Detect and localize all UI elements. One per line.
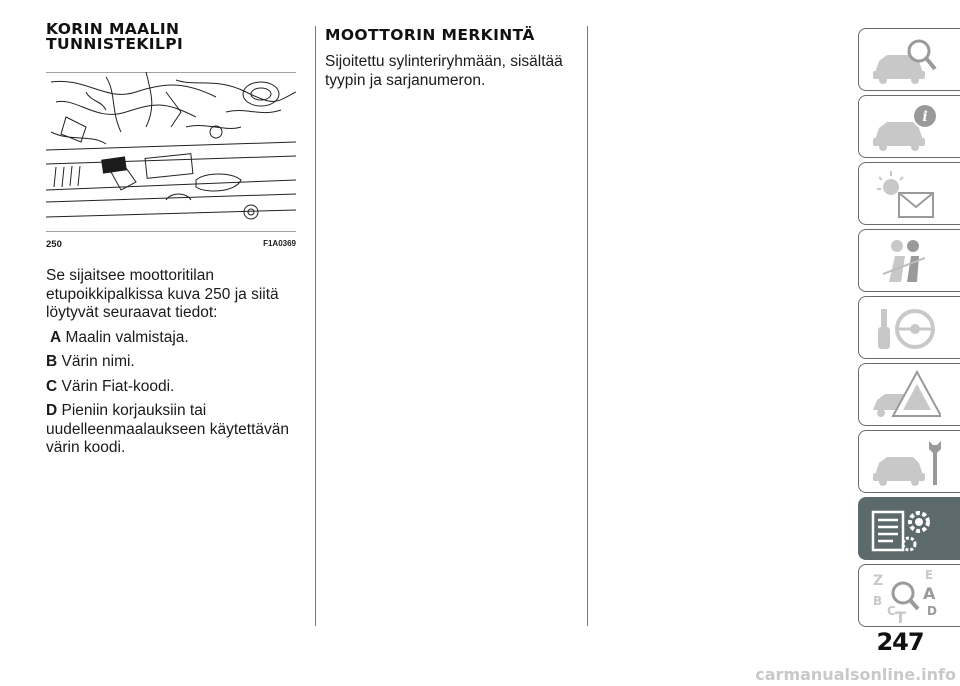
- column-divider-1: [315, 26, 316, 626]
- tab-warning-lights[interactable]: [858, 162, 960, 225]
- engine-bay-figure: [46, 72, 296, 232]
- letter-z: Z: [873, 573, 884, 589]
- item-text: Värin Fiat-koodi.: [61, 377, 175, 395]
- item-key: D: [46, 402, 58, 419]
- item-text: Värin nimi.: [61, 353, 135, 370]
- middle-column: [325, 28, 575, 90]
- list-item: [46, 329, 301, 348]
- warning-light-message-icon: [869, 167, 941, 223]
- heading-line-2: TUNNISTEKILPI: [46, 35, 184, 53]
- section-heading-engine-marking: MOOTTORIN MERKINTÄ: [325, 26, 535, 44]
- item-key: A: [50, 328, 62, 346]
- tab-instruments[interactable]: [858, 95, 960, 158]
- letter-t: T: [895, 608, 906, 625]
- key-steering-wheel-icon: [869, 301, 941, 357]
- heading-line-1: KORIN MAALIN: [46, 20, 180, 38]
- item-text: Pieniin korjauksiin tai uudelleenmaalaukseen käytettävän värin koodi.: [46, 402, 290, 456]
- paint-plate-description: [46, 267, 301, 464]
- intro-paragraph: Se sijaitsee moottoritilan etupoikkipalkissa kuva 250 ja siitä löytyvät seuraavat tiedot:: [46, 267, 279, 321]
- tab-safety[interactable]: [858, 229, 960, 292]
- car-wrench-icon: [869, 435, 941, 491]
- tab-technical-specifications[interactable]: [858, 497, 960, 560]
- list-item: [46, 353, 301, 372]
- tab-starting-driving[interactable]: [858, 296, 960, 359]
- index-alphabet-icon: [869, 569, 941, 625]
- item-text: Maalin valmistaja.: [65, 328, 189, 346]
- letter-d: D: [927, 604, 937, 618]
- warning-triangle-car-icon: [869, 368, 941, 424]
- figure-number: 250: [46, 239, 62, 250]
- list-item: [46, 402, 301, 458]
- list-item: [46, 378, 301, 397]
- car-info-icon: [869, 100, 941, 156]
- tab-maintenance[interactable]: [858, 430, 960, 493]
- figure-caption: [46, 239, 296, 251]
- car-search-icon: [869, 33, 941, 89]
- tab-emergency[interactable]: [858, 363, 960, 426]
- page-number: 247: [876, 628, 924, 656]
- letter-c: C: [887, 604, 896, 618]
- seat-airbag-icon: [869, 234, 941, 290]
- svg-text:i: i: [922, 109, 928, 125]
- item-key: B: [46, 353, 58, 370]
- left-column: [46, 22, 298, 52]
- tab-getting-to-know-car[interactable]: [858, 28, 960, 91]
- letter-a: A: [923, 584, 936, 603]
- letter-e: E: [925, 569, 934, 582]
- engine-bay-illustration: [46, 72, 296, 232]
- figure-code: F1A0369: [263, 239, 296, 248]
- section-heading-paint-plate: [46, 22, 298, 52]
- engine-marking-text: Sijoitettu sylinteriryhmään, sisältää tyypin ja sarjanumeron.: [325, 53, 563, 89]
- letter-b: B: [873, 594, 883, 608]
- tab-index[interactable]: [858, 564, 960, 627]
- column-divider-2: [587, 26, 588, 626]
- specs-gear-icon: [869, 502, 941, 558]
- watermark: carmanualsonline.info: [755, 665, 956, 684]
- item-key: C: [46, 377, 58, 395]
